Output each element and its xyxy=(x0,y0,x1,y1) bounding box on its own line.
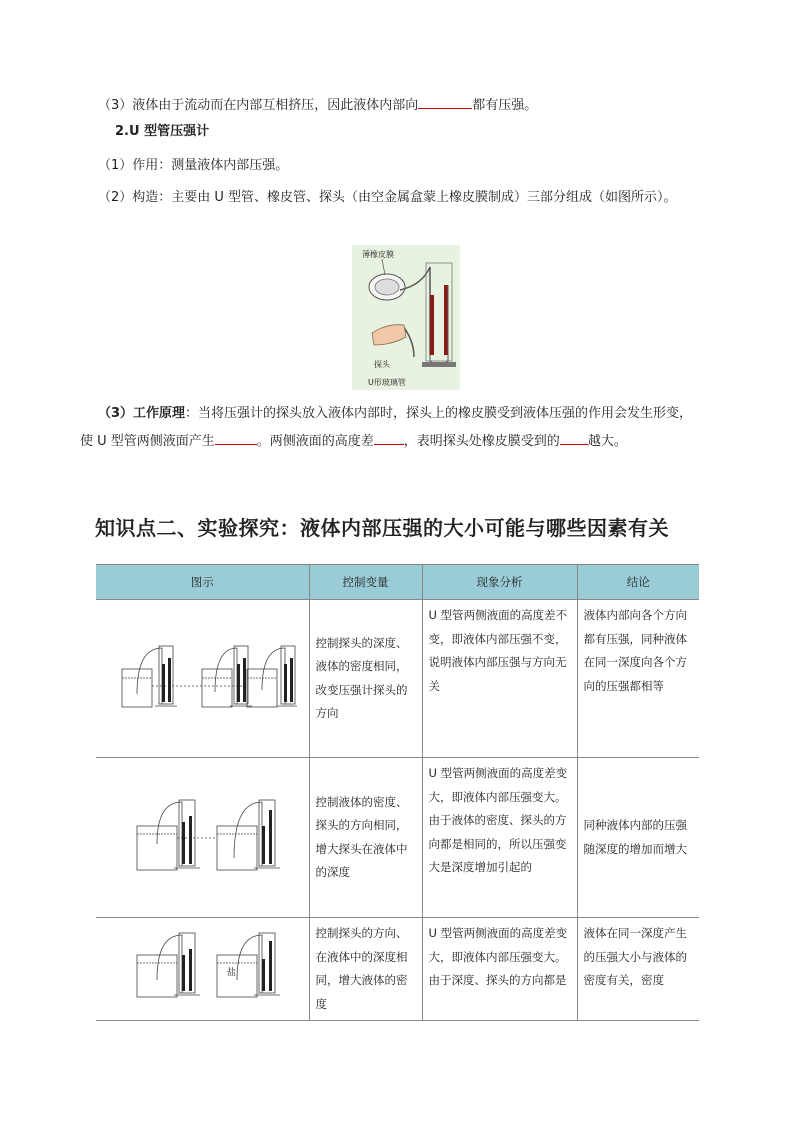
experiment-diagram-density xyxy=(122,925,282,1005)
fill-blank[interactable] xyxy=(560,430,588,445)
paragraph-liquid-flow xyxy=(98,94,698,116)
table-header-row xyxy=(96,565,699,600)
experiment-diagram-direction xyxy=(107,634,297,714)
diagram-cell xyxy=(96,758,309,918)
diagram-cell xyxy=(96,600,309,758)
conclusion-cell: 液体在同一深度产生的压强大小与液体的密度有关，密度 xyxy=(577,918,699,1021)
conclusion-cell: 同种液体内部的压强随深度的增加而增大 xyxy=(577,758,699,918)
experiment-table xyxy=(96,564,699,1021)
text: ，表明探头处橡皮膜受到的 xyxy=(403,434,560,449)
table-header: 图示 xyxy=(96,565,309,600)
fill-blank[interactable] xyxy=(374,430,404,445)
table-header: 现象分析 xyxy=(422,565,577,600)
text: 。两侧液面的高度差 xyxy=(256,434,374,449)
table-header: 控制变量 xyxy=(309,565,422,600)
label-u-tube: U形玻璃管 xyxy=(368,378,406,387)
label-probe: 探头 xyxy=(374,360,390,369)
table-row xyxy=(96,758,699,918)
table-row xyxy=(96,600,699,758)
label-membrane: 薄橡皮膜 xyxy=(362,250,394,259)
fill-blank[interactable] xyxy=(418,94,472,109)
experiment-diagram-depth xyxy=(122,788,282,878)
table-row xyxy=(96,918,699,1021)
analysis-cell: U 型管两侧液面的高度差变大，即液体内部压强变大。由于液体的密度、探头的方向都是相同的，所以压强变大是深度增加引起的 xyxy=(422,758,577,918)
section-title-u-tube: 2.U 型管压强计 xyxy=(115,124,210,139)
paragraph-function: （1）作用：测量液体内部压强。 xyxy=(98,158,289,173)
diagram-cell xyxy=(96,918,309,1021)
paragraph-working-principle xyxy=(80,400,700,456)
fill-blank[interactable] xyxy=(215,430,257,445)
analysis-cell: U 型管两侧液面的高度差不变，即液体内部压强不变，说明液体内部压强与方向无关 xyxy=(422,600,577,758)
manometer-figure xyxy=(352,245,460,390)
control-variable-cell: 控制探头的方向、在液体中的深度相同，增大液体的密度 xyxy=(309,918,422,1021)
conclusion-cell: 液体内部向各个方向都有压强，同种液体在同一深度向各个方向的压强都相等 xyxy=(577,600,699,758)
control-variable-cell: 控制液体的密度、探头的方向相同，增大探头在液体中的深度 xyxy=(309,758,422,918)
control-variable-cell: 控制探头的深度、液体的密度相同，改变压强计探头的方向 xyxy=(309,600,422,758)
text: 都有压强。 xyxy=(472,98,538,113)
section-heading: 知识点二、实验探究：液体内部压强的大小可能与哪些因素有关 xyxy=(95,516,669,540)
analysis-cell: U 型管两侧液面的高度差变大，即液体内部压强变大。由于深度、探头的方向都是 xyxy=(422,918,577,1021)
text: ：当将压强计的探头放入液体内部时，探头上的橡皮膜受到液体压强的作用会发生形变，使 U 型管两侧液面产生 xyxy=(80,406,693,449)
manometer-illustration xyxy=(352,245,460,390)
table-header: 结论 xyxy=(577,565,699,600)
salt-label: 盐 xyxy=(227,967,237,978)
paragraph-structure: （2）构造：主要由 U 型管、橡皮管、探头（由空金属盒蒙上橡皮膜制成）三部分组成（如图所示）。 xyxy=(98,190,677,205)
text: （3）工作原理 xyxy=(98,406,186,421)
text: 越大。 xyxy=(587,434,627,449)
text: （3）液体由于流动而在内部互相挤压，因此液体内部向 xyxy=(98,98,419,113)
